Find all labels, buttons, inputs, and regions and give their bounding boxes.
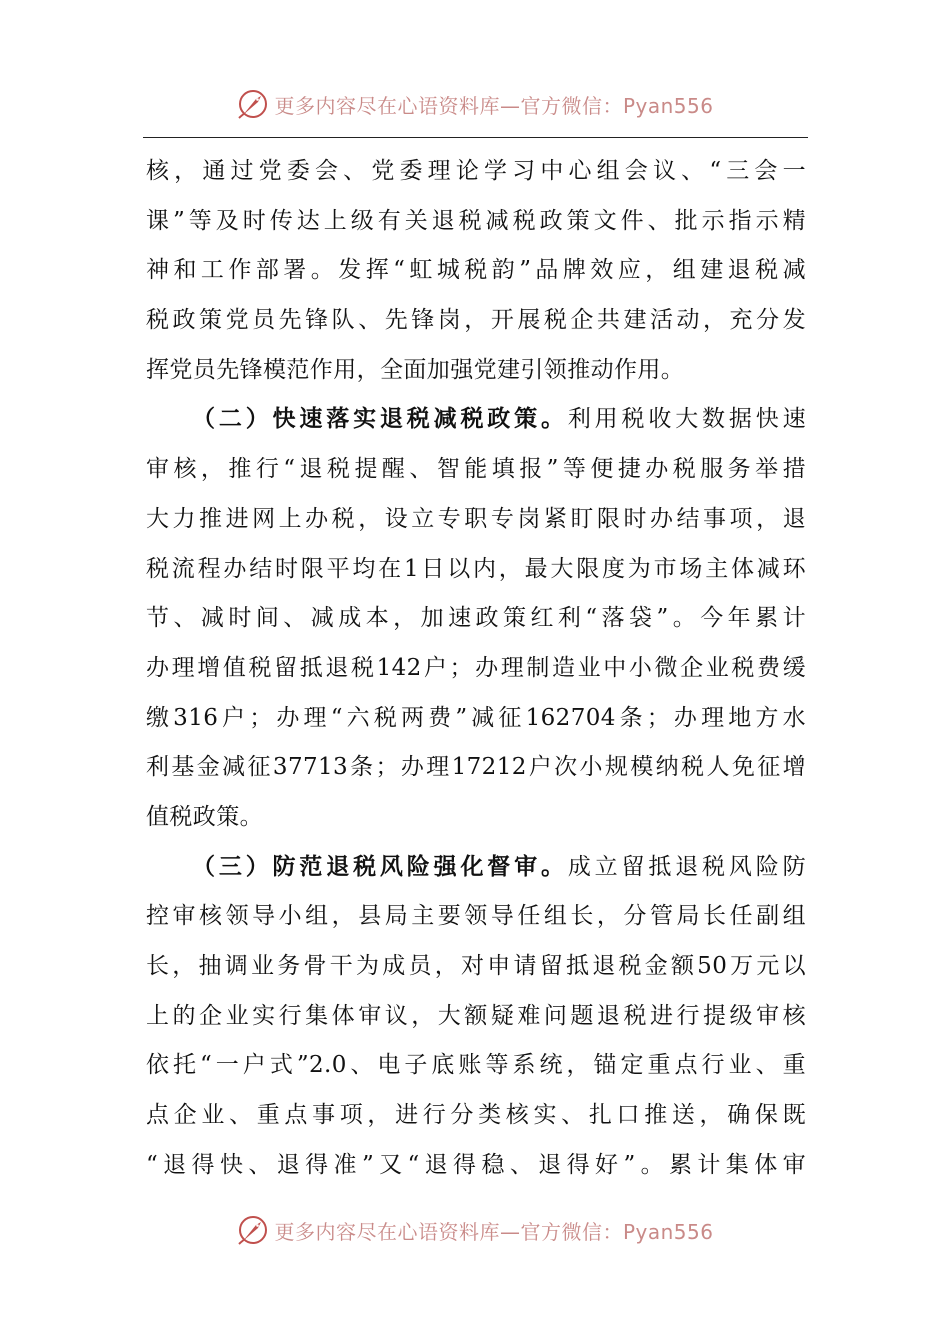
watermark-text: 更多内容尽在心语资料库—官方微信：Pyan556 xyxy=(274,93,714,118)
text-line xyxy=(146,793,806,843)
line-text: 长，抽调业务骨干为成员，对申请留抵退税金额50万元以 xyxy=(146,953,806,979)
line-text: 依托“一户式”2.0、电子底账等系统，锚定重点行业、重 xyxy=(146,1052,806,1079)
line-text: 核，通过党委会、党委理论学习中心组会议、“三会一 xyxy=(146,158,806,184)
section-heading: （三）防范退税风险强化督审。 xyxy=(192,853,568,880)
line-text: 成立留抵退税风险防 xyxy=(567,853,806,880)
line-text: 神和工作部署。发挥“虹城税韵”品牌效应，组建退税减 xyxy=(146,257,806,284)
text-line xyxy=(146,743,806,793)
line-text: 挥党员先锋模范作用，全面加强党建引领推动作用。 xyxy=(146,356,685,383)
line-text: 利基金减征37713条；办理17212户次小规模纳税人免征增 xyxy=(146,754,806,781)
text-line xyxy=(146,445,806,495)
line-text: 审核，推行“退税提醒、智能填报”等便捷办税服务举措 xyxy=(146,456,806,483)
text-line xyxy=(146,197,806,247)
text-line xyxy=(146,942,806,992)
line-text: 上的企业实行集体审议，大额疑难问题退税进行提级审核 xyxy=(146,1002,806,1029)
text-line xyxy=(146,296,806,346)
document-body xyxy=(146,147,806,1190)
line-text: “退得快、退得准”又“退得稳、退得好”。累计集体审 xyxy=(146,1151,806,1178)
header-divider xyxy=(143,137,808,138)
line-text: 利用税收大数据快速 xyxy=(567,406,806,433)
text-line xyxy=(146,594,806,644)
line-text: 办理增值税留抵退税142户；办理制造业中小微企业税费缓 xyxy=(146,654,806,681)
section-heading: （二）快速落实退税减税政策。 xyxy=(192,406,568,433)
line-text: 课”等及时传达上级有关退税减税政策文件、批示指示精 xyxy=(146,207,806,234)
text-line xyxy=(146,545,806,595)
line-text: 节、减时间、减成本，加速政策红利“落袋”。今年累计 xyxy=(146,605,806,632)
text-line xyxy=(146,1141,806,1191)
line-text: 大力推进网上办税，设立专职专岗紧盯限时办结事项，退 xyxy=(146,505,806,532)
text-line xyxy=(146,1091,806,1141)
line-text: 点企业、重点事项，进行分类核实、扎口推送，确保既 xyxy=(146,1102,806,1129)
line-text: 控审核领导小组，县局主要领导任组长，分管局长任副组 xyxy=(146,903,806,930)
text-line xyxy=(146,495,806,545)
text-line xyxy=(146,246,806,296)
text-line xyxy=(146,1041,806,1091)
footer-watermark xyxy=(0,1210,950,1250)
pen-nib-logo-icon xyxy=(236,1213,270,1247)
header-watermark xyxy=(0,84,950,124)
line-text: 税流程办结时限平均在1日以内，最大限度为市场主体减环 xyxy=(146,555,806,582)
text-line xyxy=(146,892,806,942)
text-line xyxy=(146,992,806,1042)
text-line xyxy=(146,694,806,744)
pen-nib-logo-icon xyxy=(236,87,270,121)
text-line xyxy=(146,346,806,396)
line-text: 税政策党员先锋队、先锋岗，开展税企共建活动，充分发 xyxy=(146,307,806,334)
text-line xyxy=(146,147,806,197)
line-text: 缴316户；办理“六税两费”减征162704条；办理地方水 xyxy=(146,704,806,731)
watermark-text: 更多内容尽在心语资料库—官方微信：Pyan556 xyxy=(274,1219,714,1244)
text-line xyxy=(146,843,806,893)
text-line xyxy=(146,644,806,694)
text-line xyxy=(146,395,806,445)
line-text: 值税政策。 xyxy=(146,803,263,830)
